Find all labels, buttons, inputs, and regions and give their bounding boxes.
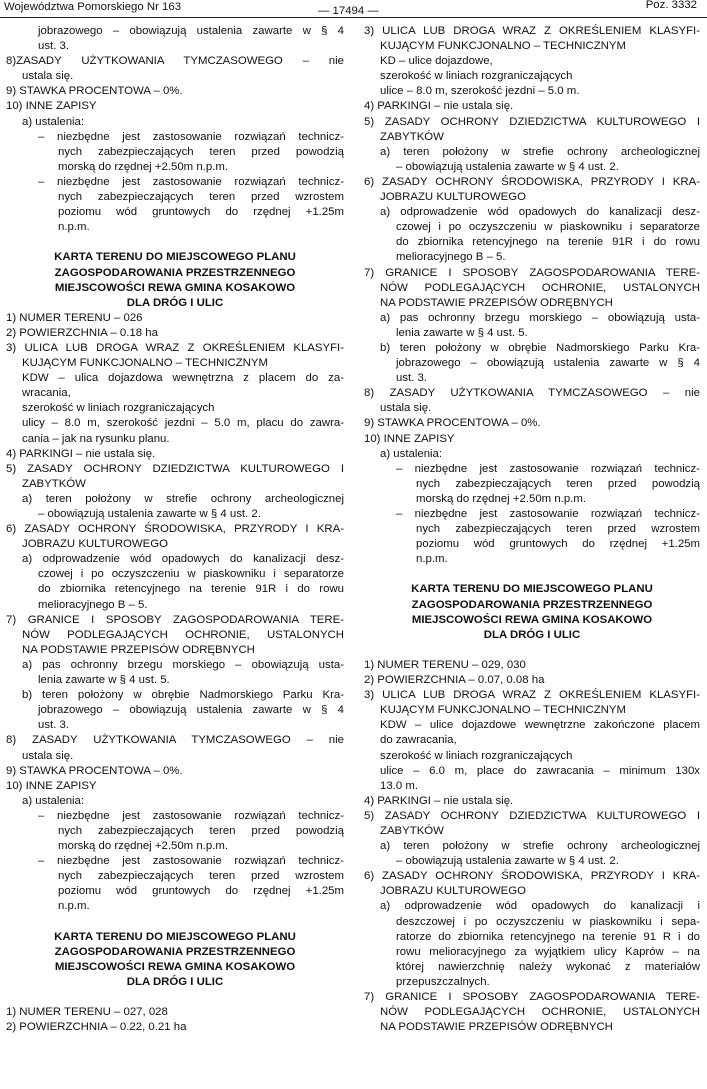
text-line: ust. 3.: [38, 719, 70, 732]
text-line: n.p.m.: [416, 553, 448, 566]
text-line: a) ustalenia:: [22, 115, 85, 128]
text-line: 4) PARKINGI – nie ustala się.: [364, 794, 514, 807]
text-line: ulice – 6.0 m, place do zawracania – minimum 130x: [380, 764, 700, 777]
text-line: do zbiornika retencyjnego na terenie 91R i do rowu: [396, 236, 700, 249]
position-number: Poz. 3332: [645, 0, 697, 11]
text-line: ustala się.: [380, 402, 432, 415]
text-line: cania – jak na rysunku planu.: [22, 432, 170, 445]
text-line: do zbiornika retencyjnego na terenie 91R i do rowu: [38, 583, 344, 596]
text-line: morską do rzędnej +2.50m n.p.m.: [58, 840, 228, 853]
text-line: 6) ZASADY OCHRONY ŚRODOWISKA, PRZYRODY I KRA-: [364, 870, 700, 883]
text-line: do zawracania,: [380, 734, 457, 747]
text-line: nych zabezpieczających teren przed powodzią: [416, 477, 700, 490]
left-column: [6, 24, 344, 1035]
text-line: jobrazowego – obowiązują ustalenia zawarte w § 4: [38, 25, 344, 37]
text-line: JOBRAZU KULTUROWEGO: [22, 538, 168, 551]
text-line: KDW – ulica dojazdowa wewnętrzna z placem do za-: [22, 372, 344, 385]
text-line: n.p.m.: [58, 900, 90, 913]
text-line: 8) ZASADY UŻYTKOWANIA TYMCZASOWEGO – nie: [6, 734, 344, 747]
section-heading-line: KARTA TERENU DO MIEJSCOWEGO PLANU: [54, 930, 296, 943]
text-line: czowej i po oczyszczeniu w piaskowniku i separatorze: [38, 568, 344, 581]
text-line: JOBRAZU KULTUROWEGO: [380, 191, 526, 204]
spacer: [364, 643, 700, 658]
text-line: – niezbędne jest zastosowanie rozwiązań technicz-: [396, 462, 700, 475]
text-line: KUJĄCYM FUNKCJONALNO – TECHNICZNYM: [22, 357, 268, 370]
text-line: poziomu wód gruntowych do rzędnej +1.25m: [58, 885, 344, 898]
spacer: [6, 990, 344, 1005]
text-line: ratorze do zbiornika retencyjnego na terenie 91 R i do: [396, 930, 700, 943]
text-line: a) pas ochronny brzegu morskiego – obowiązują usta-: [22, 658, 344, 671]
text-line: ZABYTKÓW: [380, 130, 444, 143]
spacer: [6, 915, 344, 930]
text-line: nych zabezpieczających teren przed powodzią: [58, 145, 344, 158]
text-line: 1) NUMER TERENU – 026: [6, 311, 143, 324]
text-line: a) pas ochronny brzegu morskiego – obowiązują usta-: [380, 311, 700, 324]
text-line: ustala się.: [22, 70, 74, 83]
text-line: – niezbędne jest zastosowanie rozwiązań technicz-: [38, 809, 344, 822]
text-line: KD – ulice dojazdowe,: [380, 55, 493, 68]
text-line: deszczowej i po oczyszczeniu w piaskowniku i sepa-: [396, 915, 700, 928]
header-rule: [0, 17, 707, 18]
section-heading-line: MIEJSCOWOŚCI REWA GMINA KOSAKOWO: [54, 281, 296, 294]
text-line: szerokość w liniach rozgraniczających: [380, 70, 573, 83]
text-line: melioracyjnego B – 5.: [396, 251, 506, 264]
text-line: a) odprowadzenie wód opadowych do kanalizacji desz-: [380, 206, 700, 219]
text-line: ulice – 8.0 m, szerokość jezdni – 5.0 m.: [380, 85, 580, 98]
text-line: jobrazowego – obowiązują ustalenia zawarte w § 4: [396, 357, 700, 370]
text-line: szerokość w liniach rozgraniczających: [22, 402, 215, 415]
text-line: morską do rzędnej +2.50m n.p.m.: [58, 160, 228, 173]
text-line: wracania,: [22, 387, 71, 400]
text-line: – obowiązują ustalenia zawarte w § 4 ust. 2.: [38, 508, 261, 520]
text-line: 5) ZASADY OCHRONY DZIEDZICTWA KULTUROWEGO I: [364, 115, 700, 128]
text-line: ust. 3.: [38, 40, 70, 53]
text-line: rowu melioracyjnego za wyjątkiem ulicy Kaprów – na: [396, 945, 700, 958]
text-line: nych zabezpieczających teren przed wzrostem: [58, 191, 344, 204]
text-line: nych zabezpieczających teren przed powodzią: [58, 824, 344, 837]
text-line: – niezbędne jest zastosowanie rozwiązań technicz-: [38, 175, 344, 188]
text-line: KUJĄCYM FUNKCJONALNO – TECHNICZNYM: [380, 704, 626, 717]
text-line: 1) NUMER TERENU – 029, 030: [364, 658, 526, 671]
text-line: lenia zawarte w § 4 ust. 5.: [38, 674, 170, 687]
text-line: a) ustalenia:: [22, 794, 85, 807]
text-line: NA PODSTAWIE PRZEPISÓW ODRĘBNYCH: [22, 643, 255, 656]
text-line: KDW – ulice dojazdowe wewnętrzne zakończone placem: [380, 719, 700, 732]
section-heading-line: KARTA TERENU DO MIEJSCOWEGO PLANU: [411, 583, 653, 596]
text-line: 10) INNE ZAPISY: [6, 100, 97, 113]
text-line: a) teren położony w strefie ochrony archeologicznej: [380, 145, 700, 158]
text-line: n.p.m.: [58, 221, 90, 234]
text-line: KUJĄCYM FUNKCJONALNO – TECHNICZNYM: [380, 40, 626, 53]
text-line: nych zabezpieczających teren przed wzrostem: [416, 523, 700, 536]
text-line: poziomu wód gruntowych do rzędnej +1.25m: [58, 206, 344, 219]
text-line: NÓW PODLEGAJĄCYCH OCHRONIE, USTALONYCH: [22, 628, 344, 641]
text-line: melioracyjnego B – 5.: [38, 598, 148, 611]
text-line: 6) ZASADY OCHRONY ŚRODOWISKA, PRZYRODY I KRA-: [364, 175, 700, 188]
text-line: a) odprowadzenie wód opadowych do kanalizacji i: [380, 900, 700, 913]
text-line: 5) ZASADY OCHRONY DZIEDZICTWA KULTUROWEGO I: [6, 462, 344, 475]
section-heading-line: DLA DRÓG I ULIC: [126, 975, 224, 988]
page-number: — 17494 —: [318, 5, 379, 17]
text-line: 7) GRANICE I SPOSOBY ZAGOSPODAROWANIA TERE-: [364, 266, 700, 279]
text-line: lenia zawarte w § 4 ust. 5.: [396, 326, 528, 339]
section-heading-line: DLA DRÓG I ULIC: [126, 296, 224, 309]
text-line: 9) STAWKA PROCENTOWA – 0%.: [6, 764, 183, 777]
text-line: 10) INNE ZAPISY: [6, 779, 97, 792]
spacer: [364, 567, 700, 582]
text-line: ulicy – 8.0 m, szerokość jezdni – 5.0 m, placu do zawra-: [22, 417, 344, 430]
text-line: 10) INNE ZAPISY: [364, 432, 455, 445]
text-line: nych zabezpieczających teren przed wzrostem: [58, 870, 344, 883]
text-line: 7) GRANICE I SPOSOBY ZAGOSPODAROWANIA TERE-: [6, 613, 344, 626]
text-line: 6) ZASADY OCHRONY ŚRODOWISKA, PRZYRODY I KRA-: [6, 523, 344, 536]
text-line: poziomu wód gruntowych do rzędnej +1.25m: [416, 538, 700, 551]
text-line: 4) PARKINGI – nie ustala się.: [364, 100, 514, 113]
page-header: [0, 0, 707, 17]
text-line: 3) ULICA LUB DROGA WRAZ Z OKREŚLENIEM KLASYFI-: [364, 25, 700, 37]
text-line: 5) ZASADY OCHRONY DZIEDZICTWA KULTUROWEGO I: [364, 809, 700, 822]
section-heading-line: ZAGOSPODAROWANIA PRZESTRZENNEGO: [411, 598, 653, 611]
text-line: ZABYTKÓW: [22, 477, 86, 490]
text-line: 8)ZASADY UŻYTKOWANIA TYMCZASOWEGO – nie: [6, 55, 344, 68]
text-line: 2) POWIERZCHNIA – 0.18 ha: [6, 326, 158, 339]
text-line: czowej i po oczyszczeniu w piaskowniku i separatorze: [396, 221, 700, 234]
text-line: 13.0 m.: [380, 779, 418, 792]
text-line: przepuszczalnych.: [396, 975, 490, 988]
right-column: [364, 24, 700, 1035]
text-line: ZABYTKÓW: [380, 824, 444, 837]
spacer: [6, 235, 344, 250]
text-line: 4) PARKINGI – nie ustala się.: [6, 447, 156, 460]
text-line: ust. 3.: [396, 372, 428, 385]
text-line: 3) ULICA LUB DROGA WRAZ Z OKREŚLENIEM KLASYFI-: [6, 341, 344, 354]
text-line: ustala się.: [22, 749, 74, 762]
section-heading-line: DLA DRÓG I ULIC: [483, 628, 581, 641]
text-line: 9) STAWKA PROCENTOWA – 0%.: [6, 85, 183, 98]
text-line: NÓW PODLEGAJĄCYCH OCHRONIE, USTALONYCH: [380, 281, 700, 294]
text-line: NÓW PODLEGAJĄCYCH OCHRONIE, USTALONYCH: [380, 1006, 700, 1019]
text-line: której nawierzchnię należy wykonać z materiałów: [396, 960, 700, 973]
text-line: – niezbędne jest zastosowanie rozwiązań technicz-: [38, 130, 344, 143]
text-line: 2) POWIERZCHNIA – 0.22, 0.21 ha: [6, 1021, 187, 1034]
text-line: 3) ULICA LUB DROGA WRAZ Z OKREŚLENIEM KLASYFI-: [364, 689, 700, 702]
text-line: a) teren położony w strefie ochrony archeologicznej: [22, 492, 344, 505]
text-line: szerokość w liniach rozgraniczających: [380, 749, 573, 762]
section-heading-line: KARTA TERENU DO MIEJSCOWEGO PLANU: [54, 251, 296, 264]
journal-title: Województwa Pomorskiego Nr 163: [4, 1, 182, 13]
text-line: a) teren położony w strefie ochrony archeologicznej: [380, 840, 700, 853]
text-line: – obowiązują ustalenia zawarte w § 4 ust. 2.: [396, 855, 619, 868]
text-line: NA PODSTAWIE PRZEPISÓW ODRĘBNYCH: [380, 1021, 613, 1034]
section-heading-line: MIEJSCOWOŚCI REWA GMINA KOSAKOWO: [54, 960, 296, 973]
text-line: a) ustalenia:: [380, 447, 443, 460]
text-line: 7) GRANICE I SPOSOBY ZAGOSPODAROWANIA TERE-: [364, 991, 700, 1003]
text-line: NA PODSTAWIE PRZEPISÓW ODRĘBNYCH: [380, 296, 613, 309]
text-line: – niezbędne jest zastosowanie rozwiązań technicz-: [396, 508, 700, 520]
text-line: b) teren położony w obrębie Nadmorskiego Parku Kra-: [22, 689, 344, 702]
text-line: 8) ZASADY UŻYTKOWANIA TYMCZASOWEGO – nie: [364, 387, 700, 400]
text-line: JOBRAZU KULTUROWEGO: [380, 885, 526, 898]
text-line: jobrazowego – obowiązują ustalenia zawarte w § 4: [38, 704, 344, 717]
section-heading-line: MIEJSCOWOŚCI REWA GMINA KOSAKOWO: [411, 613, 653, 626]
section-heading-line: ZAGOSPODAROWANIA PRZESTRZENNEGO: [54, 945, 296, 958]
text-line: a) odprowadzenie wód opadowych do kanalizacji desz-: [22, 553, 344, 566]
text-line: morską do rzędnej +2.50m n.p.m.: [416, 492, 586, 505]
text-line: b) teren położony w obrębie Nadmorskiego Parku Kra-: [380, 341, 700, 354]
section-heading-line: ZAGOSPODAROWANIA PRZESTRZENNEGO: [54, 266, 296, 279]
text-line: – niezbędne jest zastosowanie rozwiązań technicz-: [38, 855, 344, 868]
text-line: 9) STAWKA PROCENTOWA – 0%.: [364, 417, 541, 430]
text-line: 1) NUMER TERENU – 027, 028: [6, 1006, 168, 1019]
text-line: 2) POWIERZCHNIA – 0.07, 0.08 ha: [364, 674, 545, 687]
text-line: – obowiązują ustalenia zawarte w § 4 ust. 2.: [396, 160, 619, 173]
